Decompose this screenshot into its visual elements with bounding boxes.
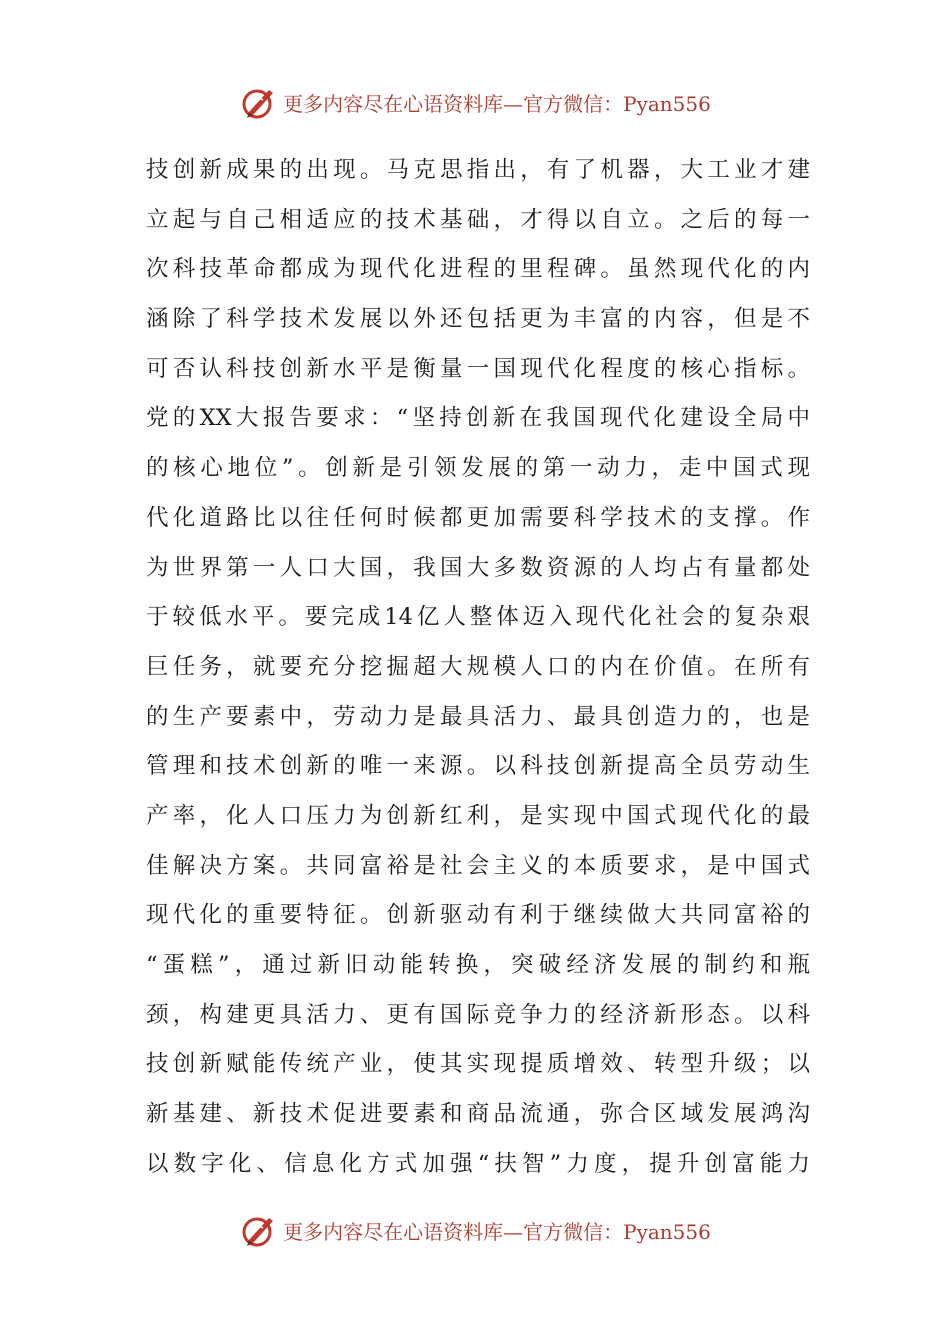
text-line: 党的XX大报告要求：“坚持创新在我国现代化建设全局中 xyxy=(146,405,810,432)
header-banner-text: 更多内容尽在心语资料库—官方微信：Pyan556 xyxy=(283,91,711,116)
text-line: 涵除了科学技术发展以外还包括更为丰富的内容，但是不 xyxy=(146,306,810,333)
footer-watermark-banner xyxy=(0,1208,950,1252)
text-line: 的生产要素中，劳动力是最具活力、最具创造力的，也是 xyxy=(146,703,810,730)
document-body xyxy=(146,146,810,1189)
text-line: 产率，化人口压力为创新红利，是实现中国式现代化的最 xyxy=(146,802,810,829)
text-line: 佳解决方案。共同富裕是社会主义的本质要求，是中国式 xyxy=(146,852,810,879)
text-line: 巨任务，就要充分挖掘超大规模人口的内在价值。在所有 xyxy=(146,653,810,680)
header-watermark-banner xyxy=(0,80,950,124)
text-line: 代化道路比以往任何时候都更加需要科学技术的支撑。作 xyxy=(146,504,810,531)
text-line: “蛋糕”，通过新旧动能转换，突破经济发展的制约和瓶 xyxy=(146,952,810,978)
text-line: 次科技革命都成为现代化进程的里程碑。虽然现代化的内 xyxy=(146,256,810,283)
footer-banner-text: 更多内容尽在心语资料库—官方微信：Pyan556 xyxy=(283,1219,711,1244)
text-line: 立起与自己相适应的技术基础，才得以自立。之后的每一 xyxy=(146,206,810,233)
text-line: 颈，构建更具活力、更有国际竞争力的经济新形态。以科 xyxy=(146,1001,810,1028)
text-line: 的核心地位”。创新是引领发展的第一动力，走中国式现 xyxy=(146,455,810,482)
text-line: 技创新成果的出现。马克思指出，有了机器，大工业才建 xyxy=(146,157,810,183)
text-line: 技创新赋能传统产业，使其实现提质增效、转型升级；以 xyxy=(146,1051,810,1078)
pen-logo-icon xyxy=(239,82,279,122)
text-line: 于较低水平。要完成14亿人整体迈入现代化社会的复杂艰 xyxy=(146,604,810,631)
text-line: 现代化的重要特征。创新驱动有利于继续做大共同富裕的 xyxy=(146,902,810,929)
text-line: 为世界第一人口大国，我国大多数资源的人均占有量都处 xyxy=(146,554,810,581)
text-line: 管理和技术创新的唯一来源。以科技创新提高全员劳动生 xyxy=(146,753,810,780)
text-line: 新基建、新技术促进要素和商品流通，弥合区域发展鸿沟 xyxy=(146,1101,810,1128)
text-line: 可否认科技创新水平是衡量一国现代化程度的核心指标。 xyxy=(146,355,810,382)
pen-logo-icon xyxy=(239,1210,279,1250)
text-line: 以数字化、信息化方式加强“扶智”力度，提升创富能力 xyxy=(146,1150,810,1177)
